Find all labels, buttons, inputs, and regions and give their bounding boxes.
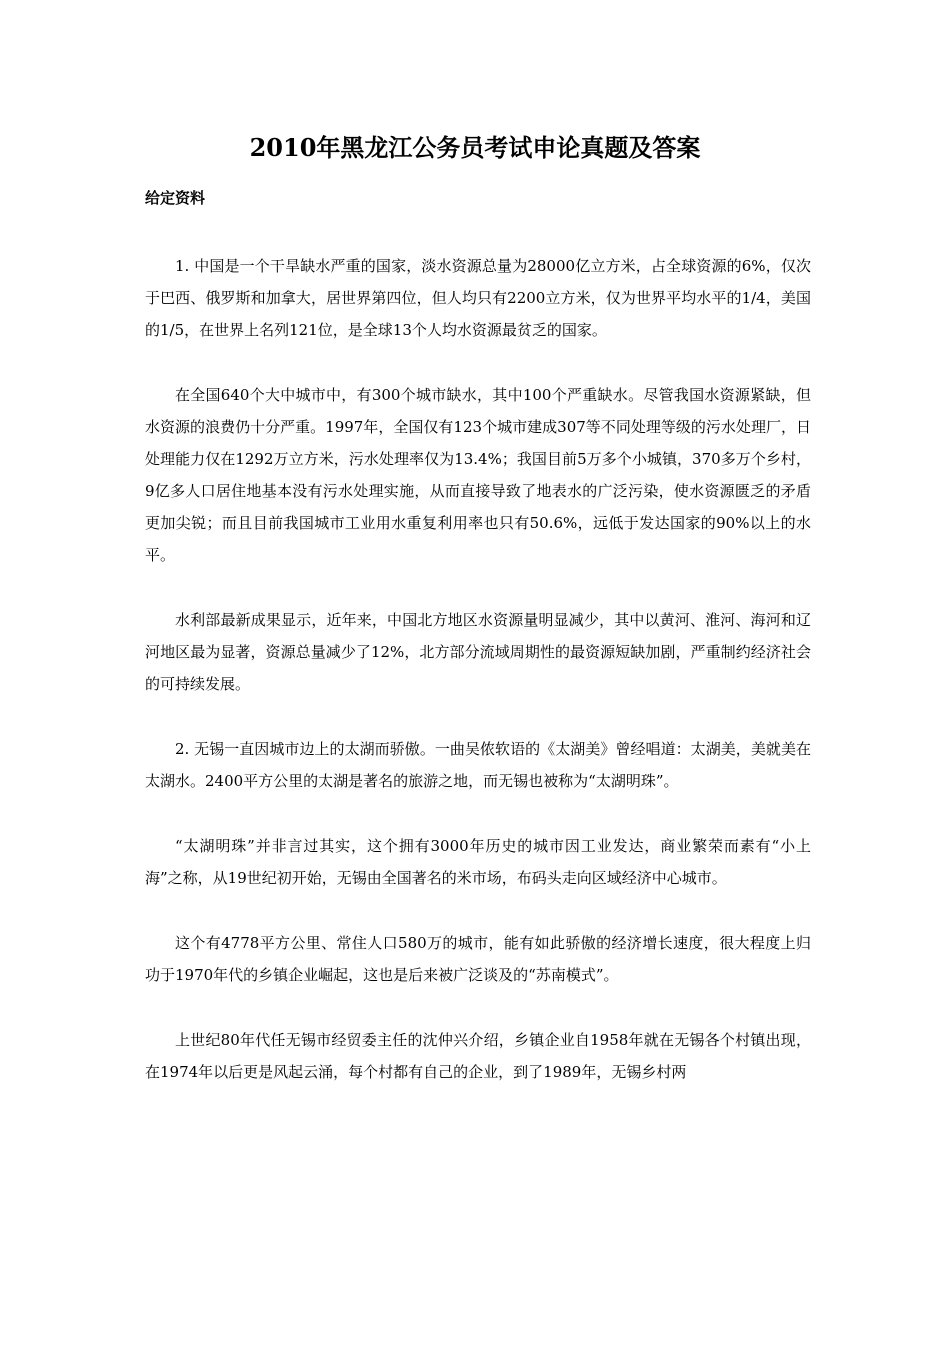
paragraph: 2. 无锡一直因城市边上的太湖而骄傲。一曲吴侬软语的《太湖美》曾经唱道：太湖美，美就美在太湖水。2400平方公里的太湖是著名的旅游之地，而无锡也被称为“太湖明珠”。 bbox=[145, 740, 811, 790]
paragraph: 上世纪80年代任无锡市经贸委主任的沈仲兴介绍，乡镇企业自1958年就在无锡各个村镇出现，在1974年以后更是风起云涌，每个村都有自己的企业，到了1989年，无锡乡村两 bbox=[145, 1031, 811, 1081]
document-title: 2010年黑龙江公务员考试申论真题及答案 bbox=[249, 133, 701, 162]
paragraph: 这个有4778平方公里、常住人口580万的城市，能有如此骄傲的经济增长速度，很大程度上归功于1970年代的乡镇企业崛起，这也是后来被广泛谈及的“苏南模式”。 bbox=[145, 934, 811, 984]
paragraph: “太湖明珠”并非言过其实，这个拥有3000年历史的城市因工业发达，商业繁荣而素有“小上海”之称，从19世纪初开始，无锡由全国著名的米市场，布码头走向区域经济中心城市。 bbox=[145, 837, 811, 887]
paragraph: 在全国640个大中城市中，有300个城市缺水，其中100个严重缺水。尽管我国水资源紧缺，但水资源的浪费仍十分严重。1997年，全国仅有123个城市建成307等不同处理等级的污水处理厂，日处理能力仅在1292万立方米，污水处理率仅为13.4%；我国目前5万多个小城镇，370多万个乡村，9亿多人口居住地基本没有污水处理实施，从而直接导致了地表水的广泛污染，使水资源匮乏的矛盾更加尖锐；而且目前我国城市工业用水重复利用率也只有50.6%，远低于发达国家的90%以上的水平。 bbox=[145, 386, 811, 564]
paragraph: 水利部最新成果显示，近年来，中国北方地区水资源量明显减少，其中以黄河、淮河、海河和辽河地区最为显著，资源总量减少了12%，北方部分流域周期性的最资源短缺加剧，严重制约经济社会的可持续发展。 bbox=[145, 611, 811, 693]
paragraph: 1. 中国是一个干旱缺水严重的国家，淡水资源总量为28000亿立方米，占全球资源的6%，仅次于巴西、俄罗斯和加拿大，居世界第四位，但人均只有2200立方米，仅为世界平均水平的1/4，美国的1/5，在世界上名列121位，是全球13个人均水资源最贫乏的国家。 bbox=[145, 257, 811, 339]
document-body bbox=[145, 250, 811, 1121]
section-heading: 给定资料 bbox=[145, 189, 206, 207]
